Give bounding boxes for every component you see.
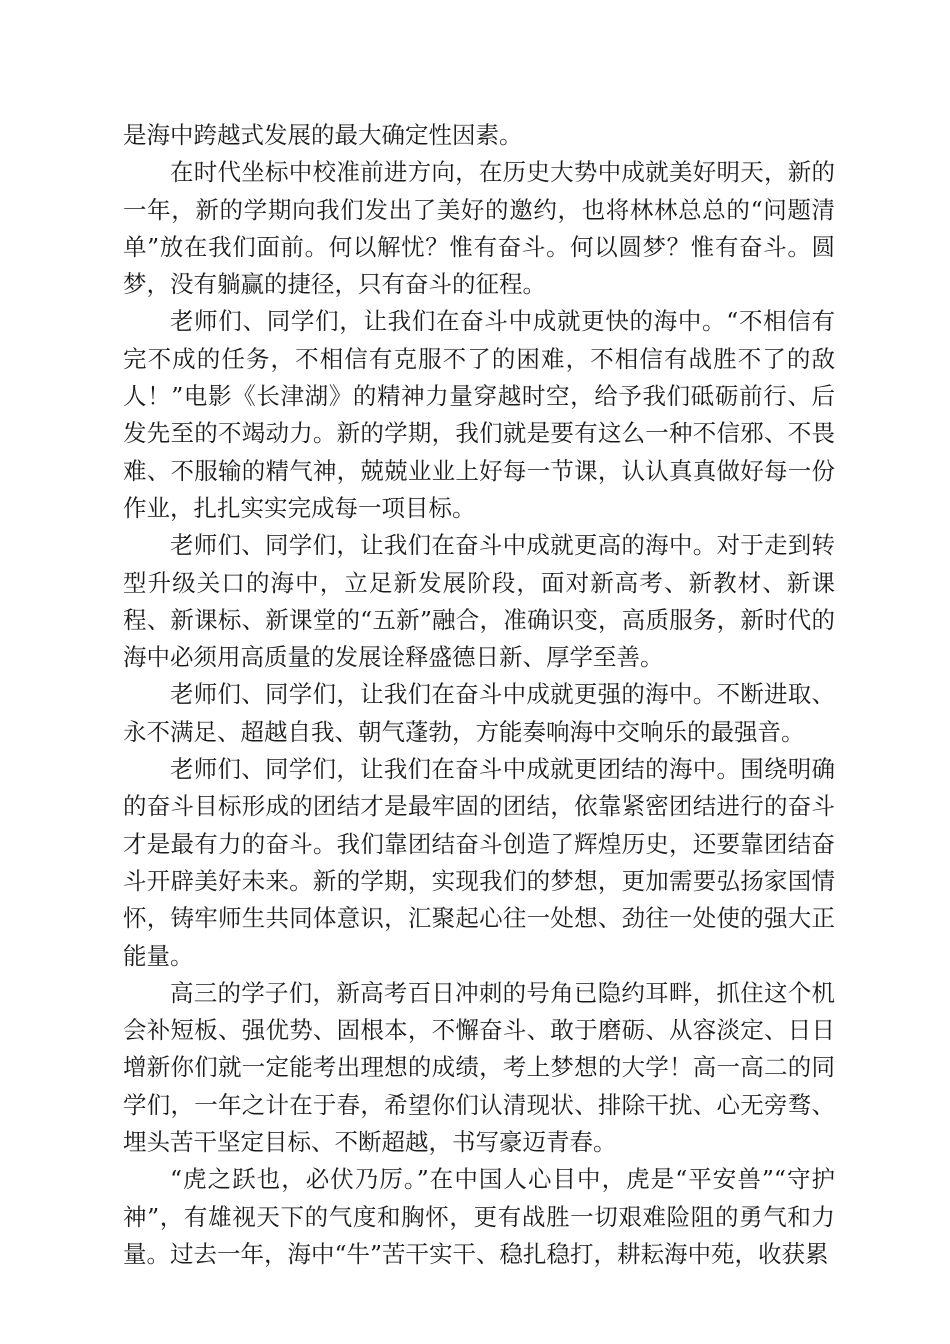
paragraph-students: 高三的学子们，新高考百日冲刺的号角已隐约耳畔，抓住这个机会补短板、强优势、固根本，不懈奋斗、敢于磨砺、从容淡定、日日增新你们就一定能考出理想的成绩，考上梦想的大学！高一高二的同学们，一年之计在于春，希望你们认清现状、排除干扰、心无旁骛、埋头苦干坚定目标、不断超越，书写豪迈青春。 [123, 978, 835, 1157]
paragraph-higher: 老师们、同学们，让我们在奋斗中成就更高的海中。对于走到转型升级关口的海中，立足新发展阶段，面对新高考、新教材、新课程、新课标、新课堂的“五新”融合，准确识变，高质服务，新时代的海中必须用高质量的发展诠释盛德日新、厚学至善。 [123, 531, 835, 672]
paragraph-tiger: “虎之跃也，必伏乃厉。”在中国人心目中，虎是“平安兽”“守护神”，有雄视天下的气度和胸怀，更有战胜一切艰难险阻的勇气和力量。过去一年，海中“牛”苦干实干、稳扎稳打，耕耘海中苑，收获累 [123, 1165, 835, 1268]
document-body [123, 117, 835, 1273]
paragraph-stronger: 老师们、同学们，让我们在奋斗中成就更强的海中。不断进取、永不满足、超越自我、朝气蓬勃，方能奏响海中交响乐的最强音。 [123, 680, 835, 746]
paragraph-continuation: 是海中跨越式发展的最大确定性因素。 [123, 121, 523, 149]
paragraph-united: 老师们、同学们，让我们在奋斗中成就更团结的海中。围绕明确的奋斗目标形成的团结才是最牢固的团结，依靠紧密团结进行的奋斗才是最有力的奋斗。我们靠团结奋斗创造了辉煌历史，还要靠团结奋斗开辟美好未来。新的学期，实现我们的梦想，更加需要弘扬家国情怀，铸牢师生共同体意识，汇聚起心往一处想、劲往一处使的强大正能量。 [123, 755, 835, 970]
paragraph-faster: 老师们、同学们，让我们在奋斗中成就更快的海中。“不相信有完不成的任务，不相信有克服不了的困难，不相信有战胜不了的敌人！”电影《长津湖》的精神力量穿越时空，给予我们砥砺前行、后发先至的不竭动力。新的学期，我们就是要有这么一种不信邪、不畏难、不服输的精气神，兢兢业业上好每一节课，认认真真做好每一份作业，扎扎实实完成每一项目标。 [123, 307, 835, 522]
paragraph-new-year: 在时代坐标中校准前进方向，在历史大势中成就美好明天，新的一年，新的学期向我们发出了美好的邀约，也将林林总总的“问题清单”放在我们面前。何以解忧？惟有奋斗。何以圆梦？惟有奋斗。圆梦，没有躺赢的捷径，只有奋斗的征程。 [123, 158, 835, 299]
